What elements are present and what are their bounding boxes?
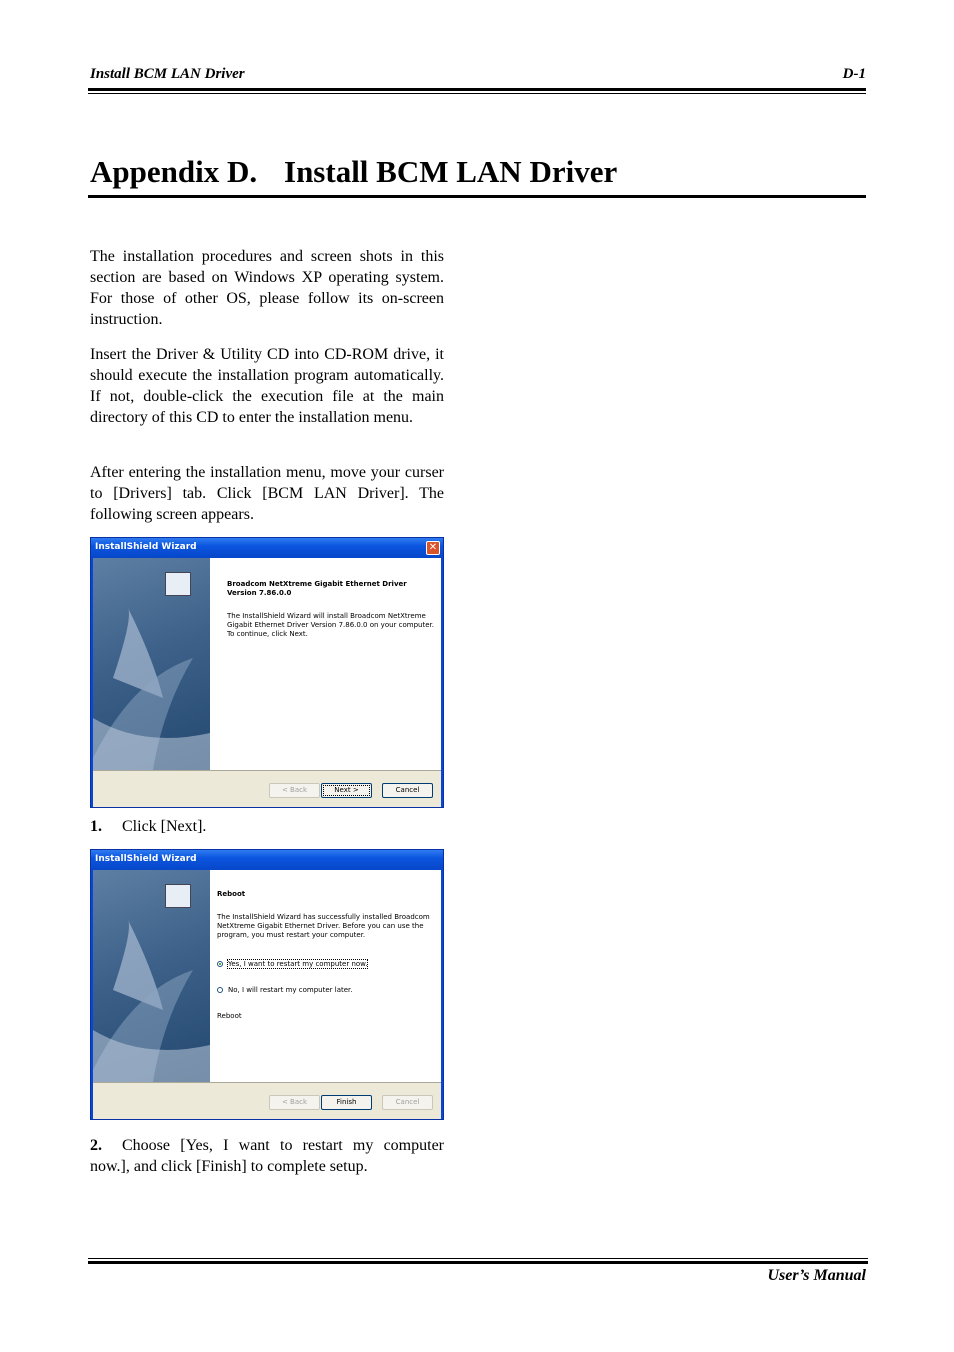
wizard-heading: Broadcom NetXtreme Gigabit Ethernet Driver [227, 580, 407, 588]
footer-rule [88, 1261, 868, 1264]
wizard-side-graphic [93, 870, 210, 1082]
step-1 [90, 816, 444, 837]
install-menu-paragraph: After entering the installation menu, move your curser to [Drivers] tab. Click [BCM LAN Driver]. The following screen appears. [90, 464, 444, 523]
cancel-button[interactable]: Cancel [382, 1095, 433, 1110]
radio-unselected-icon[interactable] [217, 987, 223, 993]
wizard-content [227, 580, 439, 648]
footer-rule-thin [88, 1258, 868, 1259]
header-left-text: Install BCM LAN Driver [90, 66, 245, 82]
wizard-title: InstallShield Wizard [95, 542, 197, 552]
wizard-window-reboot [90, 849, 444, 1120]
title-rule [88, 195, 866, 198]
radio-selected-icon[interactable] [217, 961, 223, 967]
chapter-title [90, 154, 617, 190]
wizard-window-welcome [90, 537, 444, 808]
step-2 [90, 1135, 444, 1177]
sail-graphic-icon [93, 558, 210, 770]
wizard-titlebar [91, 850, 443, 870]
wizard-body [93, 870, 441, 1082]
wizard-version: Version 7.86.0.0 [227, 589, 292, 597]
wizard-body-text: The InstallShield Wizard will install Broadcom NetXtreme Gigabit Ethernet Driver Version 7.86.0.0 on your computer. To continue, click Next. [227, 612, 434, 638]
header-page-number: D-1 [842, 66, 866, 82]
restart-later-option[interactable] [217, 986, 437, 995]
close-icon[interactable]: ✕ [426, 541, 440, 555]
wizard-footer [93, 770, 441, 807]
step-1-text: Click [Next]. [122, 818, 207, 835]
wizard-note: Reboot [217, 1012, 242, 1020]
restart-later-label[interactable]: No, I will restart my computer later. [228, 986, 353, 994]
header-rule-thin [88, 93, 866, 94]
running-footer: User’s Manual [767, 1267, 866, 1284]
wizard-titlebar [91, 538, 443, 558]
next-button[interactable]: Next > [321, 783, 372, 798]
back-button[interactable]: < Back [269, 783, 320, 798]
installer-logo-icon [165, 572, 191, 596]
intro-paragraph: The installation procedures and screen shots in this section are based on Windows XP operating system. For those of other OS, please follow its on-screen instruction. [90, 248, 444, 328]
step-2-text: Choose [Yes, I want to restart my computer now.], and click [Finish] to complete setup. [90, 1137, 444, 1175]
finish-button[interactable]: Finish [321, 1095, 372, 1110]
restart-now-option[interactable] [217, 960, 437, 969]
wizard-body-text: The InstallShield Wizard has successfully installed Broadcom NetXtreme Gigabit Ethernet Driver. Before you can use the program, you must restart your computer. [217, 913, 430, 939]
step-1-number: 1. [90, 818, 102, 835]
wizard-title: InstallShield Wizard [95, 854, 197, 864]
installer-logo-icon [165, 884, 191, 908]
chapter-number: Appendix D. [90, 154, 258, 189]
insert-cd-paragraph: Insert the Driver & Utility CD into CD-ROM drive, it should execute the installation program automatically. If not, double-click the execution file at the main directory of this CD to enter the installation menu. [90, 346, 444, 426]
header-rule [88, 88, 866, 91]
chapter-title-text: Install BCM LAN Driver [284, 154, 618, 189]
cancel-button[interactable]: Cancel [382, 783, 433, 798]
step-2-number: 2. [90, 1137, 102, 1154]
wizard-heading: Reboot [217, 890, 246, 898]
wizard-side-graphic [93, 558, 210, 770]
running-header [90, 66, 866, 86]
wizard-content [217, 890, 437, 1021]
wizard-body [93, 558, 441, 770]
restart-now-label[interactable]: Yes, I want to restart my computer now. [228, 960, 368, 968]
back-button[interactable]: < Back [269, 1095, 320, 1110]
wizard-footer [93, 1082, 441, 1119]
sail-graphic-icon [93, 870, 210, 1082]
